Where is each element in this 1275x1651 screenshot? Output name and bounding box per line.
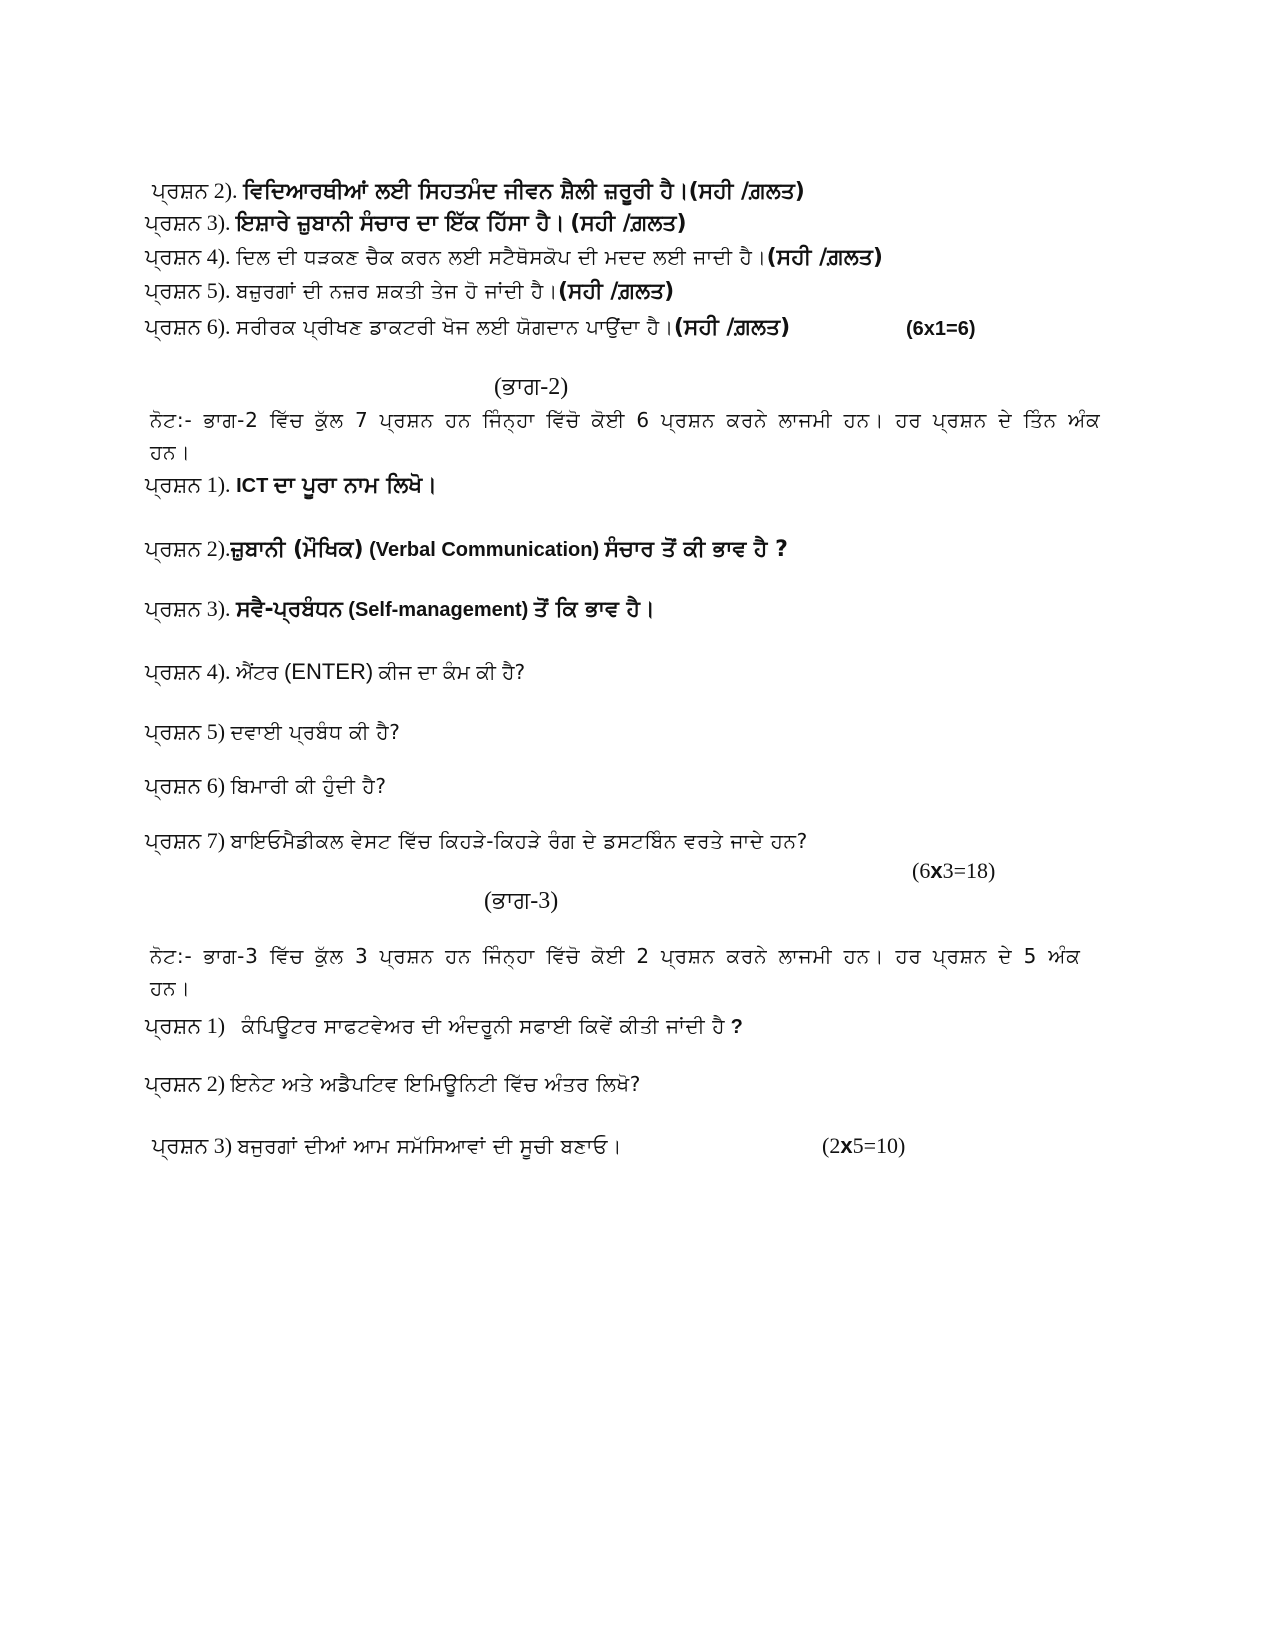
question-term-en: ICT: [236, 475, 269, 497]
question-label: ਪ੍ਰਸ਼ਨ 2).: [145, 536, 231, 561]
question-term-pa: ਸਵੈ-ਪ੍ਰਬੰਧਨ: [236, 597, 343, 622]
question-label: ਪ੍ਰਸ਼ਨ 5).: [145, 278, 231, 303]
true-false-option: (ਸਹੀ /ਗ਼ਲਤ): [557, 279, 675, 304]
question-label: ਪ੍ਰਸ਼ਨ 4).: [145, 244, 231, 269]
part3-question-2: [145, 1069, 641, 1099]
part3-heading: (ਭਾਗ-3): [484, 888, 559, 914]
part2-question-2: [145, 534, 788, 565]
part3-marks: [822, 1131, 905, 1161]
question-text: ਇਸ਼ਾਰੇ ਜ਼ੁਬਾਨੀ ਸੰਚਾਰ ਦਾ ਇੱਕ ਹਿੱਸਾ ਹੈ।: [236, 211, 565, 236]
part3-question-1: [145, 1011, 743, 1042]
question-text: ਦਿਲ ਦੀ ਧੜਕਣ ਚੈਕ ਕਰਨ ਲਈ ਸਟੈਥੋਸਕੋਪ ਦੀ ਮਦਦ ਲਈ ਜਾਦੀ ਹੈ।: [236, 245, 767, 269]
question-text: ਤੋਂ ਕਿ ਭਾਵ ਹੈ।: [533, 597, 655, 622]
question-text: ਬਜ਼ੁਰਗਾਂ ਦੀ ਨਜ਼ਰ ਸ਼ਕਤੀ ਤੇਜ ਹੋ ਜਾਂਦੀ ਹੈ।: [236, 279, 558, 303]
part2-question-5: [145, 717, 400, 747]
question-term-en: (Verbal Communication): [369, 539, 600, 561]
part1-marks: (6x1=6): [906, 318, 976, 340]
question-label: ਪ੍ਰਸ਼ਨ 6): [145, 773, 226, 798]
marks-multiply: x: [840, 1133, 853, 1158]
true-false-option: (ਸਹੀ /ਗ਼ਲਤ): [673, 315, 791, 340]
question-text: ਇਨੇਟ ਅਤੇ ਅਡੈਪਟਿਵ ਇਮਿਊਨਿਟੀ ਵਿੱਚ ਅੰਤਰ ਲਿਖੋ?: [230, 1072, 642, 1096]
question-label: ਪ੍ਰਸ਼ਨ 3).: [145, 596, 231, 621]
question-label: ਪ੍ਰਸ਼ਨ 3): [152, 1133, 233, 1158]
part2-heading: (ਭਾਗ-2): [494, 374, 569, 400]
true-false-option: (ਸਹੀ /ਗ਼ਲਤ): [766, 245, 883, 270]
marks-suffix: 3=18): [942, 858, 996, 883]
marks-prefix: (6: [912, 858, 931, 883]
question-text: ਕੀਜ ਦਾ ਕੰਮ ਕੀ ਹੈ?: [378, 660, 526, 684]
question-text: ਕੰਪਿਊਟਰ ਸਾਫਟਵੇਅਰ ਦੀ ਅੰਦਰੂਨੀ ਸਫਾਈ ਕਿਵੇਂ ਕੀਤੀ ਜਾਂਦੀ ਹੈ: [241, 1014, 726, 1038]
question-text: ਸੰਚਾਰ ਤੋਂ ਕੀ ਭਾਵ ਹੈ ?: [604, 537, 788, 562]
marks-multiply: x: [930, 858, 943, 883]
question-text: ਵਿਦਿਆਰਥੀਆਂ ਲਈ ਸਿਹਤਮੰਦ ਜੀਵਨ ਸ਼ੈਲੀ ਜ਼ਰੂਰੀ ਹੈ।: [243, 179, 689, 204]
question-label: ਪ੍ਰਸ਼ਨ 4).: [145, 659, 231, 684]
part2-question-7: [145, 826, 808, 856]
question-text: ਬਾਇਓਮੈਡੀਕਲ ਵੇਸਟ ਵਿੱਚ ਕਿਹੜੇ-ਕਿਹੜੇ ਰੰਗ ਦੇ ਡਸਟਬਿੰਨ ਵਰਤੇ ਜਾਦੇ ਹਨ?: [230, 829, 808, 853]
question-label: ਪ੍ਰਸ਼ਨ 2): [145, 1071, 226, 1096]
question-term-en: (Self-management): [348, 599, 529, 621]
question-text: ਬਿਮਾਰੀ ਕੀ ਹੁੰਦੀ ਹੈ?: [230, 774, 387, 798]
question-label: ਪ੍ਰਸ਼ਨ 1).: [145, 472, 231, 497]
marks-prefix: (2: [822, 1133, 841, 1158]
question-label: ਪ੍ਰਸ਼ਨ 6).: [145, 314, 231, 339]
question-text: ਬਜੁਰਗਾਂ ਦੀਆਂ ਆਮ ਸਮੱਸਿਆਵਾਂ ਦੀ ਸੂਚੀ ਬਣਾਓ।: [237, 1134, 623, 1158]
question-label: ਪ੍ਰਸ਼ਨ 5): [145, 719, 226, 744]
question-text: ਸਰੀਰਕ ਪ੍ਰੀਖਣ ਡਾਕਟਰੀ ਖੋਜ ਲਈ ਯੋਗਦਾਨ ਪਾਉਂਦਾ ਹੈ।: [236, 315, 674, 339]
part1-question-3: [145, 208, 687, 239]
part1-question-4: [145, 242, 883, 273]
part2-question-4: [145, 657, 525, 687]
question-label: ਪ੍ਰਸ਼ਨ 7): [145, 828, 226, 853]
question-mark: ?: [730, 1016, 743, 1038]
part2-note: ਨੋਟ:- ਭਾਗ-2 ਵਿੱਚ ਕੁੱਲ 7 ਪ੍ਰਸ਼ਨ ਹਨ ਜਿੰਨ੍ਹਾ ਵਿੱਚੋ ਕੋਈ 6 ਪ੍ਰਸ਼ਨ ਕਰਨੇ ਲਾਜਮੀ ਹਨ। ਹਰ ਪ੍ਰਸ਼ਨ ਦੇ ਤਿੰਨ ਅੰਕ ਹਨ।: [150, 408, 1101, 464]
part2-question-6: [145, 771, 387, 801]
question-label: ਪ੍ਰਸ਼ਨ 2).: [152, 178, 238, 203]
part1-question-5: [145, 276, 674, 307]
question-text: ਦਾ ਪੂਰਾ ਨਾਮ ਲਿਖੋ।: [273, 473, 437, 498]
question-label: ਪ੍ਰਸ਼ਨ 1): [145, 1013, 226, 1038]
true-false-option: (ਸਹੀ /ਗ਼ਲਤ): [688, 179, 805, 204]
part3-note: ਨੋਟ:- ਭਾਗ-3 ਵਿੱਚ ਕੁੱਲ 3 ਪ੍ਰਸ਼ਨ ਹਨ ਜਿੰਨ੍ਹਾ ਵਿੱਚੋ ਕੋਈ 2 ਪ੍ਰਸ਼ਨ ਕਰਨੇ ਲਾਜਮੀ ਹਨ। ਹਰ ਪ੍ਰਸ਼ਨ ਦੇ 5 ਅੰਕ ਹਨ।: [150, 944, 1081, 1000]
part3-question-3: [152, 1131, 622, 1161]
marks-suffix: 5=10): [852, 1133, 906, 1158]
question-text: ਦਵਾਈ ਪ੍ਰਬੰਧ ਕੀ ਹੈ?: [230, 720, 401, 744]
part2-question-3: [145, 594, 655, 625]
question-term-pa: ਜ਼ੁਬਾਨੀ (ਮੌਖਿਕ): [230, 537, 364, 562]
true-false-option: (ਸਹੀ /ਗ਼ਲਤ): [570, 211, 687, 236]
question-term-pa: ਐਂਟਰ: [236, 660, 279, 684]
question-term-en: (ENTER): [283, 659, 374, 684]
question-label: ਪ੍ਰਸ਼ਨ 3).: [145, 210, 231, 235]
part1-question-2: [152, 176, 805, 207]
part2-question-1: [145, 470, 437, 501]
part2-marks: [912, 856, 995, 886]
part1-question-6: [145, 312, 790, 343]
